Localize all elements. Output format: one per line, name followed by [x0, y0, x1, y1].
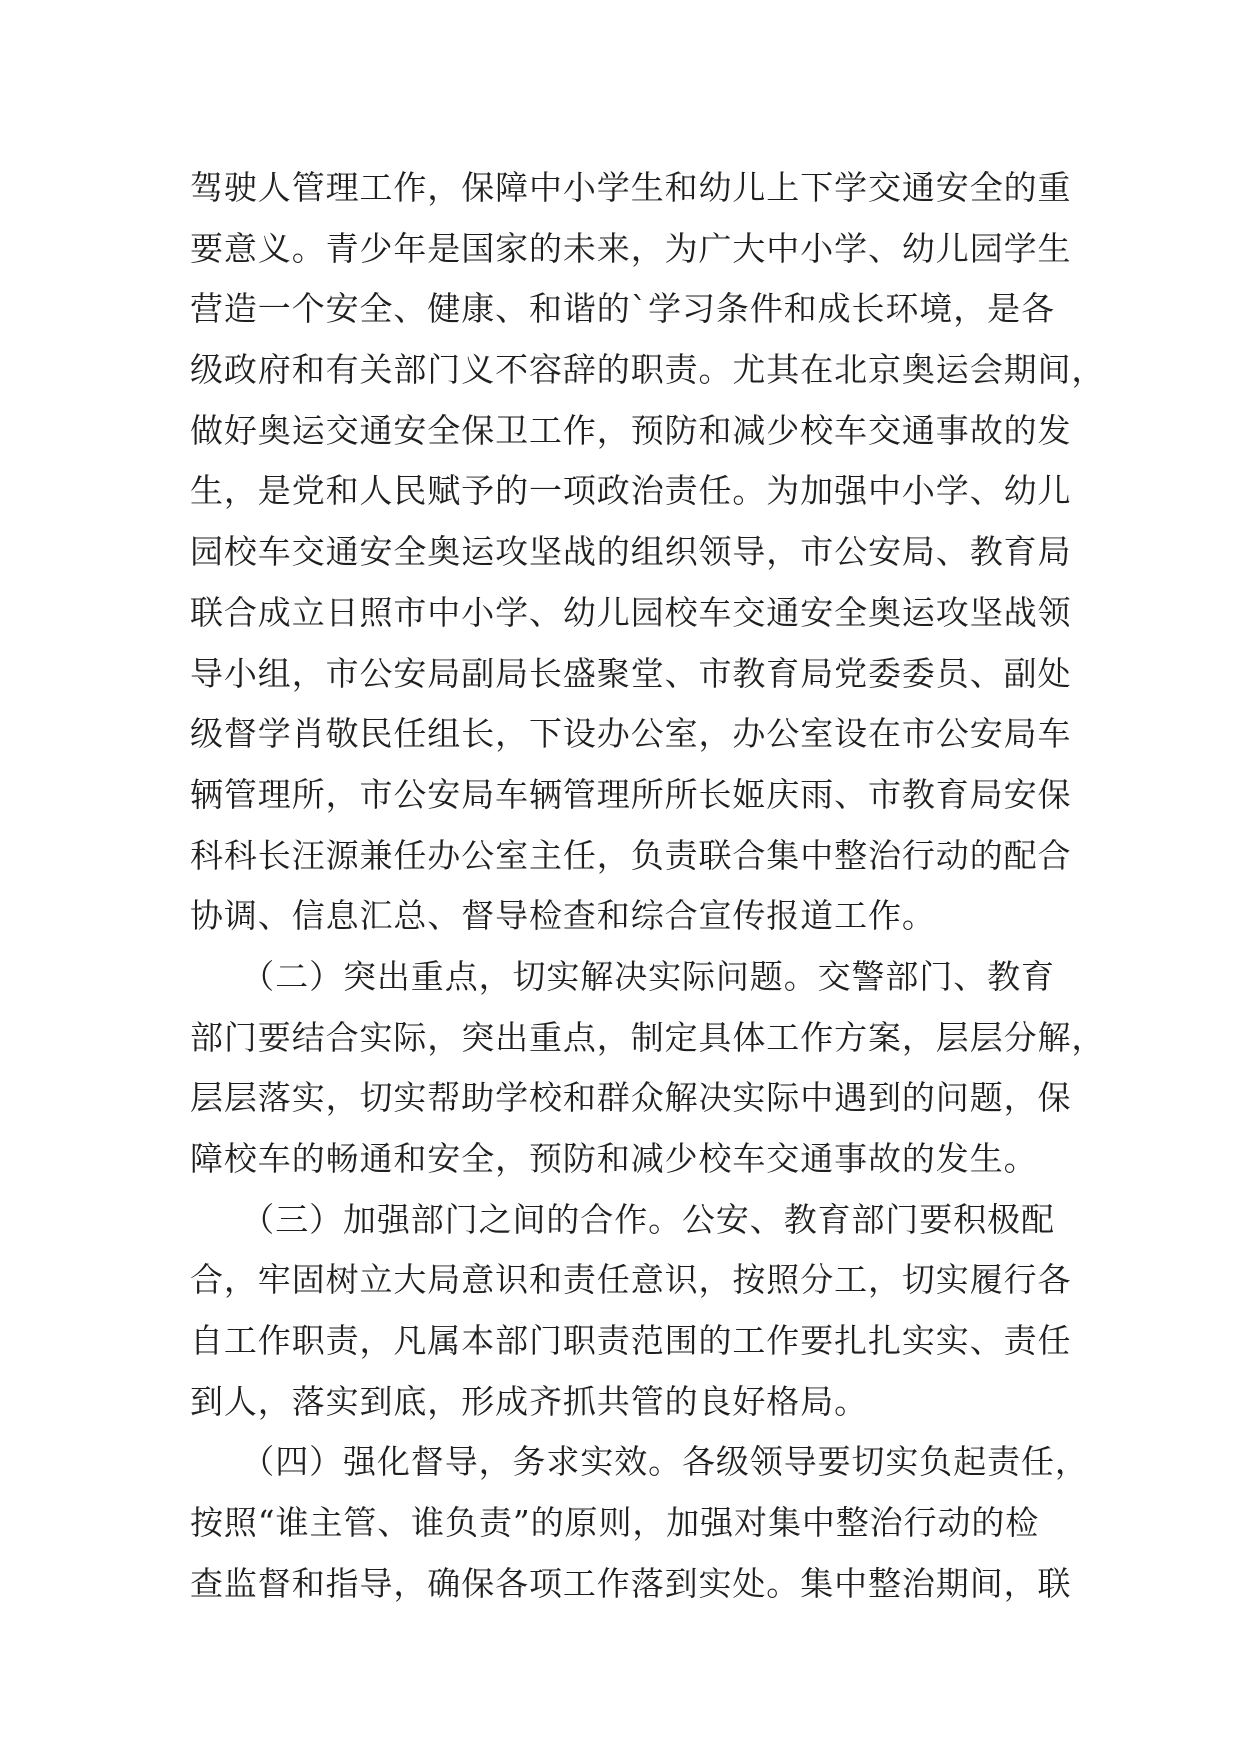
text-line: 级督学肖敬民任组长，下设办公室，办公室设在市公安局车 — [190, 714, 1072, 754]
text-line: 生，是党和人民赋予的一项政治责任。为加强中小学、幼儿 — [190, 471, 1072, 511]
text-line: 园校车交通安全奥运攻坚战的组织领导，市公安局、教育局 — [190, 532, 1072, 572]
text-line: 营造一个安全、健康、和谐的`学习条件和成长环境，是各 — [190, 289, 1055, 329]
document-body — [190, 158, 1106, 1615]
text-line: 级政府和有关部门义不容辞的职责。尤其在北京奥运会期间， — [190, 350, 1106, 390]
text-line: 自工作职责，凡属本部门职责范围的工作要扎扎实实、责任 — [190, 1321, 1072, 1361]
text-line: 联合成立日照市中小学、幼儿园校车交通安全奥运攻坚战领 — [190, 592, 1072, 632]
text-line: （二）突出重点，切实解决实际问题。交警部门、教育 — [190, 956, 1055, 996]
text-line: 到人，落实到底，形成齐抓共管的良好格局。 — [190, 1381, 868, 1421]
text-line: 辆管理所，市公安局车辆管理所所长姬庆雨、市教育局安保 — [190, 774, 1072, 814]
text-line: 做好奥运交通安全保卫工作，预防和减少校车交通事故的发 — [190, 410, 1072, 450]
text-line: （四）强化督导，务求实效。各级领导要切实负起责任， — [190, 1442, 1089, 1482]
text-line: 驾驶人管理工作，保障中小学生和幼儿上下学交通安全的重 — [190, 168, 1072, 207]
text-line: 合，牢固树立大局意识和责任意识，按照分工，切实履行各 — [190, 1260, 1072, 1300]
text-line: 协调、信息汇总、督导检查和综合宣传报道工作。 — [190, 896, 936, 936]
text-line: 部门要结合实际，突出重点，制定具体工作方案，层层分解， — [190, 1017, 1106, 1057]
text-line: 要意义。青少年是国家的未来，为广大中小学、幼儿园学生 — [190, 228, 1072, 268]
text-line: 查监督和指导，确保各项工作落到实处。集中整治期间，联 — [190, 1563, 1072, 1603]
text-line: 障校车的畅通和安全，预防和减少校车交通事故的发生。 — [190, 1139, 1038, 1178]
text-line: 导小组，市公安局副局长盛聚堂、市教育局党委委员、副处 — [190, 653, 1072, 693]
text-line: 科科长汪源兼任办公室主任，负责联合集中整治行动的配合 — [190, 835, 1072, 875]
text-line: （三）加强部门之间的合作。公安、教育部门要积极配 — [190, 1199, 1055, 1239]
text-line: 层层落实，切实帮助学校和群众解决实际中遇到的问题，保 — [190, 1078, 1072, 1118]
text-line: 按照“谁主管、谁负责”的原则，加强对集中整治行动的检 — [190, 1503, 1040, 1543]
